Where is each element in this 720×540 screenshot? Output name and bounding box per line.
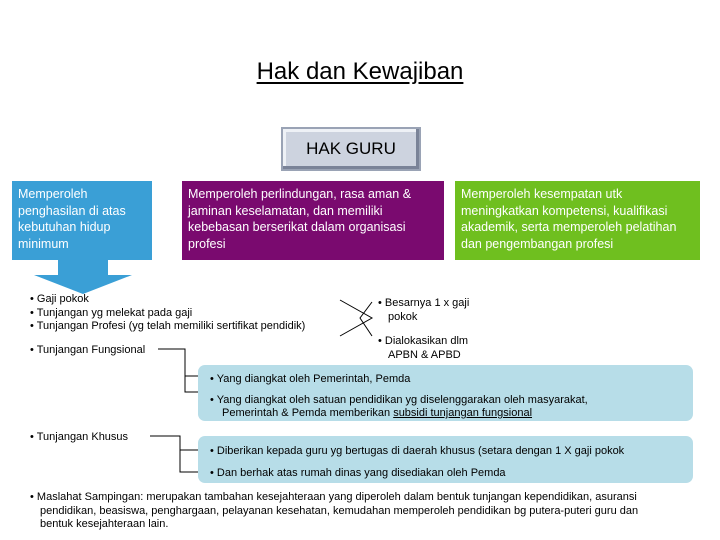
khusus-panel-text — [210, 445, 690, 480]
dialokasikan-line1: • Dialokasikan dlm — [378, 335, 498, 349]
besarnya-line1: • Besarnya 1 x gaji — [378, 297, 498, 311]
gaji-list — [30, 293, 360, 334]
khusus-item-rumah: • Dan berhak atas rumah dinas yang disediakan oleh Pemda — [210, 467, 690, 481]
khusus-item-daerah: • Diberikan kepada guru yg bertugas di daerah khusus (setara dengan 1 X gaji pokok — [210, 445, 690, 459]
khusus-bracket — [150, 436, 198, 472]
box-penghasilan: Memperoleh penghasilan di atas kebutuhan hidup minimum — [12, 181, 152, 260]
dialokasikan-item — [378, 335, 498, 362]
fungsional-panel-text — [210, 373, 690, 421]
subsidi-prefix: Pemerintah & Pemda memberikan — [222, 407, 394, 419]
list-item: • Tunjangan yg melekat pada gaji — [30, 307, 360, 321]
tunjangan-khusus: • Tunjangan Khusus — [30, 431, 128, 443]
fungsional-item-pemerintah: • Yang diangkat oleh Pemerintah, Pemda — [210, 373, 690, 387]
list-item: • Tunjangan Profesi (yg telah memiliki sertifikat pendidik) — [30, 320, 360, 334]
maslahat-line1: • Maslahat Sampingan: merupakan tambahan kesejahteraan yang diperoleh dalam bentuk tunjangan kependidikan, asuransi — [30, 491, 705, 505]
box-kesempatan: Memperoleh kesempatan utk meningkatkan kompetensi, kualifikasi akademik, serta memperoleh pelatihan dan pengembangan profesi — [455, 181, 700, 260]
down-arrow-icon — [34, 260, 132, 294]
maslahat-line3: bentuk kesejahteraan lain. — [40, 518, 169, 530]
list-item: • Gaji pokok — [30, 293, 360, 307]
page-title: Hak dan Kewajiban — [256, 58, 464, 85]
dialokasikan-line2: APBN & APBD — [388, 348, 461, 361]
subsidi-underlined: subsidi tunjangan fungsional — [393, 407, 533, 419]
fungsional-item-masyarakat: • Yang diangkat oleh satuan pendidikan yg diselenggarakan oleh masyarakat, — [210, 394, 690, 408]
maslahat-sampingan — [30, 491, 705, 532]
maslahat-line2: pendidikan, beasiswa, penghargaan, pelayanan kesehatan, kemudahan memperoleh pendidikan bg putera-puteri guru dan — [40, 504, 639, 517]
besarnya-line2: pokok — [388, 310, 418, 323]
besarnya-item — [378, 297, 498, 324]
fungsional-item-subsidi — [210, 407, 690, 421]
fungsional-bracket — [158, 349, 198, 392]
box-perlindungan: Memperoleh perlindungan, rasa aman & jaminan keselamatan, dan memiliki kebebasan berserikat dalam organisasi profesi — [182, 181, 444, 260]
tunjangan-fungsional: • Tunjangan Fungsional — [30, 344, 145, 356]
hak-guru-label: HAK GURU — [306, 139, 396, 158]
